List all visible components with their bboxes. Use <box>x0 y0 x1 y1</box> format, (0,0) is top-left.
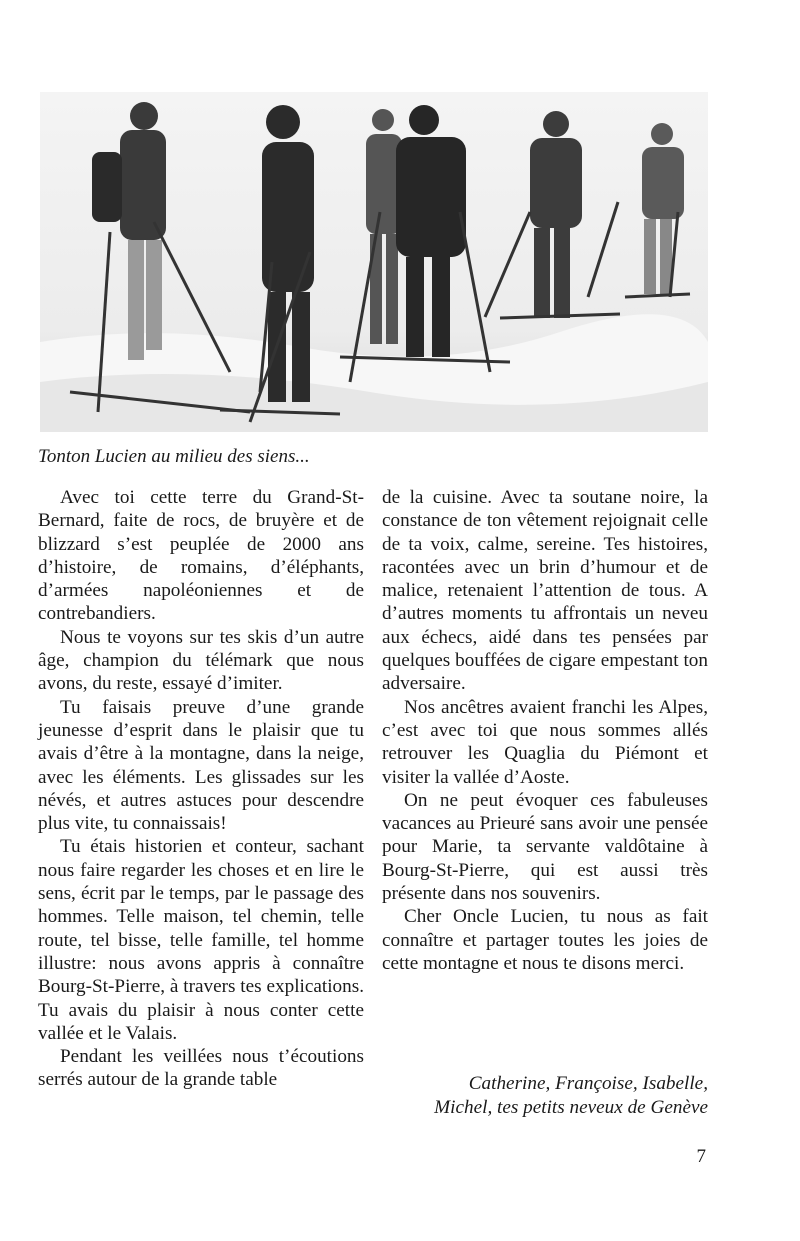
left-column <box>38 486 364 1092</box>
right-column <box>382 486 708 975</box>
paragraph: de la cuisine. Avec ta soutane noire, la constance de ton vêtement rejoignait celle de ta voix, calme, sereine. Tes histoires, racontées avec un brin d’humour et de malice, retenaient l’attention de tous. A d’autres moments tu affrontais un neveu aux échecs, aidé dans tes pensées par quelques bouffées de cigare empestant ton adversaire. <box>382 487 708 695</box>
photo-caption: Tonton Lucien au milieu des siens... <box>38 446 310 467</box>
paragraph: Nos ancêtres avaient franchi les Alpes, c’est avec toi que nous sommes allés retrouver les Quaglia du Piémont et visiter la vallée d’Aoste. <box>382 696 708 788</box>
ski-group-photo <box>40 92 708 432</box>
signature-line-2: Michel, tes petits neveux de Genève <box>434 1097 708 1118</box>
paragraph: On ne peut évoquer ces fabuleuses vacances au Prieuré sans avoir une pensée pour Marie, ta servante valdôtaine à Bourg-St-Pierre, qui est aussi très présente dans nos souvenirs. <box>382 789 708 905</box>
paragraph: Tu étais historien et conteur, sachant nous faire regarder les choses et en lire le sens, écrit par le temps, par le passage des hommes. Telle maison, tel chemin, telle route, tel bisse, telle famille, tel homme illustre: nous avons appris à connaître Bourg-St-Pierre, à travers tes explications. Tu avais du plaisir à nous conter cette vallée et le Valais. <box>38 836 364 1044</box>
paragraph: Avec toi cette terre du Grand-St-Bernard, faite de rocs, de bruyère et de blizzard s’est peuplée de 2000 ans d’histoire, de romains, d’éléphants, d’armées napoléoniennes et de contrebandiers. <box>38 487 364 625</box>
page-number: 7 <box>696 1146 706 1167</box>
paragraph: Pendant les veillées nous t’écoutions serrés autour de la grande table <box>38 1046 364 1091</box>
paragraph: Tu faisais preuve d’une grande jeunesse d’esprit dans le plaisir que tu avais d’être à la montagne, dans la neige, avec les éléments. Les glissades sur les névés, et autres astuces pour descendre plus vite, tu connaissais! <box>38 696 364 835</box>
signature <box>382 1072 708 1120</box>
ski-group-photo-icon <box>40 92 708 432</box>
paragraph: Nous te voyons sur tes skis d’un autre âge, champion du télémark que nous avons, du reste, essayé d’imiter. <box>38 626 364 695</box>
paragraph: Cher Oncle Lucien, tu nous as fait connaître et partager toutes les joies de cette montagne et nous te disons merci. <box>382 906 708 974</box>
signature-line-1: Catherine, Françoise, Isabelle, <box>468 1073 708 1094</box>
